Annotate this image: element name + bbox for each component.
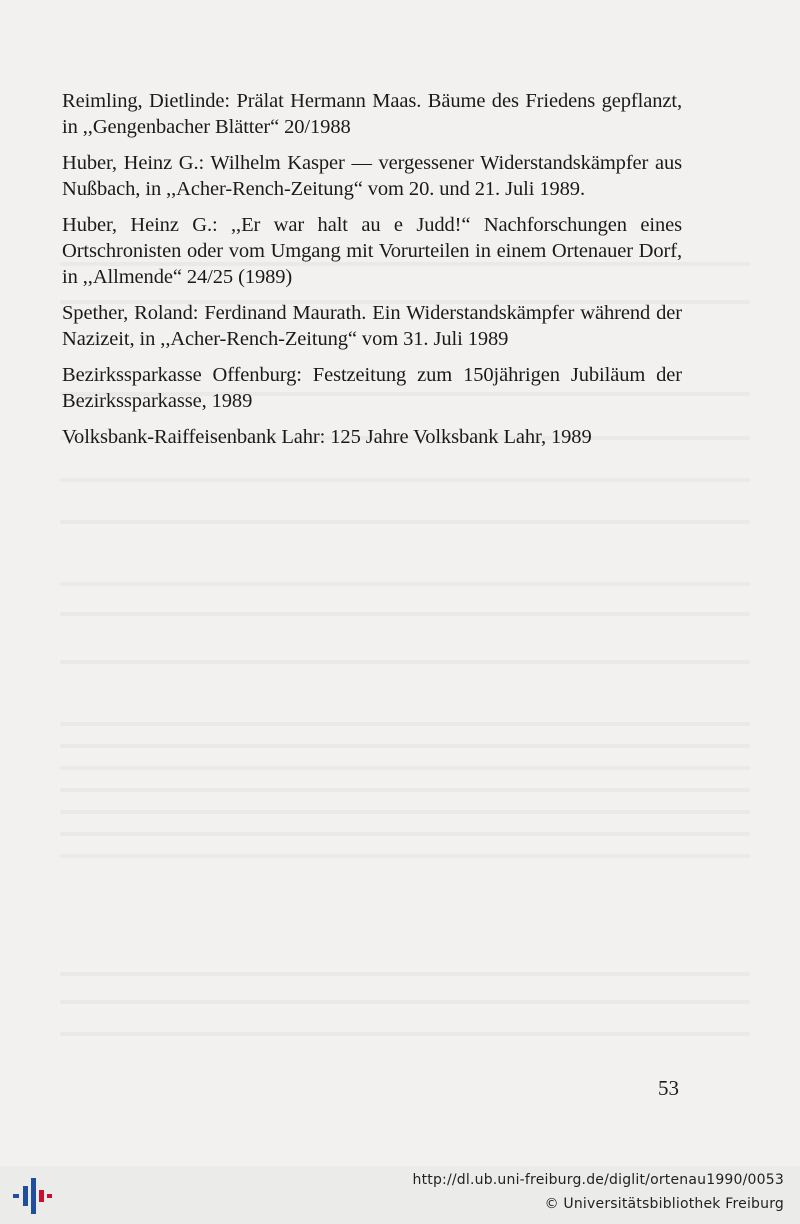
bibliography-entry: Volksbank-Raiffeisenbank Lahr: 125 Jahre Volksbank Lahr, 1989 [62,426,592,448]
show-through-line [60,832,750,836]
show-through-line [60,660,750,664]
show-through-line [60,1000,750,1004]
show-through-line [60,972,750,976]
show-through-line [60,854,750,858]
bibliography-entry: Spether, Roland: Ferdinand Maurath. Ein Widerstandskämpfer während der Nazizeit, in ,,Acher-Rench-Zeitung“ vom 31. Juli 1989 [62,302,682,350]
source-url-link[interactable]: http://dl.ub.uni-freiburg.de/diglit/ortenau1990/0053 [412,1172,784,1188]
show-through-line [60,520,750,524]
show-through-line [60,788,750,792]
bibliography-list [62,88,682,460]
bibliography-entry: Huber, Heinz G.: Wilhelm Kasper — vergessener Widerstandskämpfer aus Nußbach, in ,,Acher-Rench-Zeitung“ vom 20. und 21. Juli 1989. [62,152,682,200]
show-through-line [60,722,750,726]
show-through-line [60,612,750,616]
bibliography-entry: Huber, Heinz G.: ,,Er war halt au e Judd!“ Nachforschungen eines Ortschronisten oder vom Umgang mit Vorurteilen in einem Ortenauer Dorf, in ,,Allmende“ 24/25 (1989) [62,214,682,288]
show-through-line [60,744,750,748]
show-through-line [60,1032,750,1036]
bibliography-entry: Bezirkssparkasse Offenburg: Festzeitung zum 150jährigen Jubiläum der Bezirkssparkasse, 1989 [62,364,682,412]
show-through-line [60,766,750,770]
show-through-line [60,478,750,482]
copyright-notice: © Universitätsbibliothek Freiburg [544,1196,784,1212]
show-through-line [60,810,750,814]
ub-freiburg-logo-icon [10,1176,54,1216]
viewer-footer [0,1166,800,1224]
show-through-line [60,582,750,586]
page-number: 53 [658,1076,679,1100]
bibliography-entry: Reimling, Dietlinde: Prälat Hermann Maas. Bäume des Friedens gepflanzt, in ,,Gengenbacher Blätter“ 20/1988 [62,90,682,138]
